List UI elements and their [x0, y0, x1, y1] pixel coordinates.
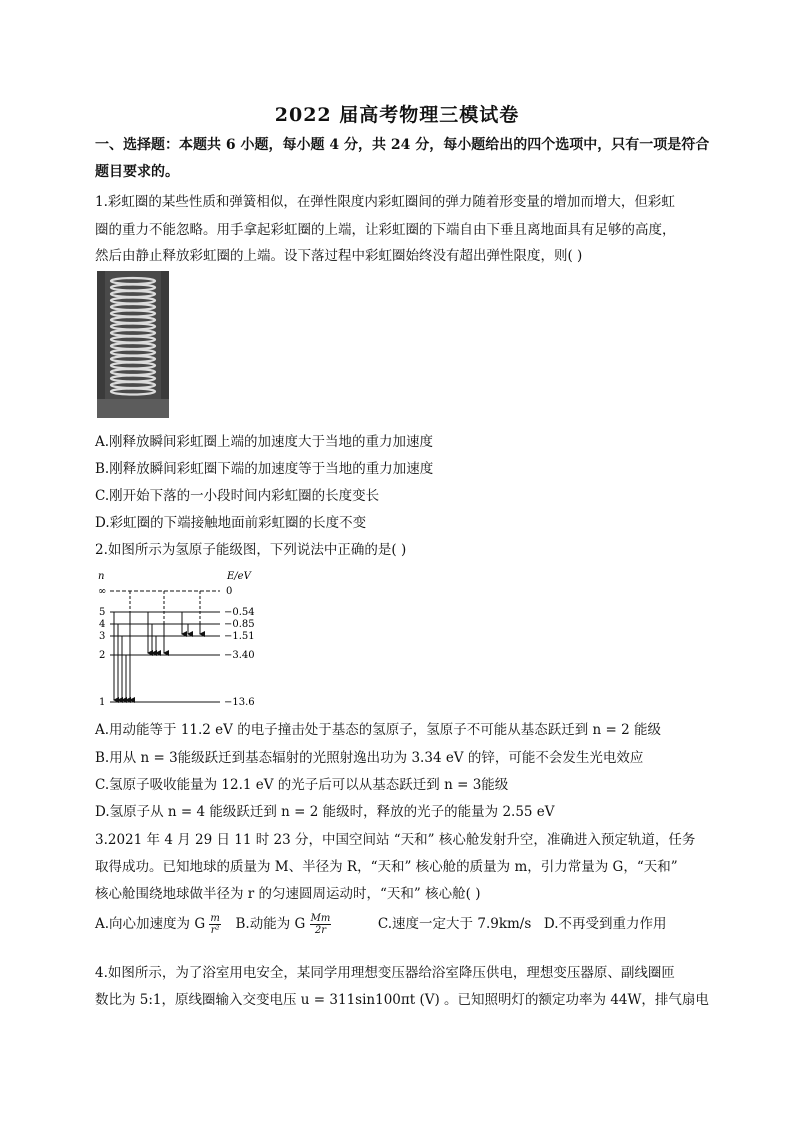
level-n-5: 5	[99, 607, 106, 618]
level-n-inf: ∞	[98, 586, 107, 597]
exam-title: 2022 届高考物理三模试卷	[274, 104, 520, 126]
rainbow-spring-photo	[97, 271, 169, 418]
level-n-2: 2	[99, 650, 106, 661]
q3-option-d: D.不再受到重力作用	[543, 916, 667, 932]
q3-option-c: C.速度一定大于 7.9km/s	[377, 916, 532, 932]
level-n-4: 4	[99, 619, 106, 630]
q3-option-b-fraction	[310, 913, 332, 936]
q3-stem-line2: 取得成功。已知地球的质量为 M、半径为 R，“天和” 核心舱的质量为 m，引力常量为 G，“天和”	[95, 859, 678, 875]
q4-stem-line2: 数比为 5:1，原线圈输入交变电压 u = 311sin100πt (V) 。已知照明灯的额定功率为 44W，排气扇电	[95, 992, 709, 1008]
q1-stem-line3: 然后由静止释放彩虹圈的上端。设下落过程中彩虹圈始终没有超出弹性限度，则( )	[95, 248, 583, 264]
q3-option-a	[95, 913, 225, 936]
q2-option-c: C.氢原子吸收能量为 12.1 eV 的光子后可以从基态跃迁到 n = 3能级	[95, 777, 509, 793]
q3-option-b	[235, 913, 336, 936]
q2-option-a: A.用动能等于 11.2 eV 的电子撞击处于基态的氢原子，氢原子不可能从基态跃迁到 n = 2 能级	[95, 722, 661, 738]
q2-stem: 2.如图所示为氢原子能级图，下列说法中正确的是( )	[95, 542, 407, 558]
q3-stem-line1: 3.2021 年 4 月 29 日 11 时 23 分，中国空间站 “天和” 核心舱发射升空，准确进入预定轨道，任务	[95, 832, 696, 848]
level-n-1: 1	[99, 697, 106, 708]
q3-stem-line3: 核心舱围绕地球做半径为 r 的匀速圆周运动时，“天和” 核心舱( )	[95, 886, 481, 902]
q2-option-b: B.用从 n = 3能级跃迁到基态辐射的光照射逸出功为 3.34 eV 的锌，可能不会发生光电效应	[95, 750, 644, 766]
n-axis-label: n	[98, 571, 105, 582]
level-n-3: 3	[99, 631, 106, 642]
q2-option-d: D.氢原子从 n = 4 能级跃迁到 n = 2 能级时，释放的光子的能量为 2.55 eV	[95, 804, 555, 820]
q4-stem-line1: 4.如图所示，为了浴室用电安全，某同学用理想变压器给浴室降压供电，理想变压器原、副线圈匝	[95, 965, 675, 981]
q3-option-b-denominator: 2r	[314, 925, 327, 936]
q3-option-a-denominator: r²	[210, 925, 220, 936]
q3-option-a-fraction	[209, 913, 220, 936]
q3-option-b-prefix: B.动能为 G	[235, 916, 306, 932]
section-heading-line1: 一、选择题：本题共 6 小题，每小题 4 分，共 24 分，每小题给出的四个选项中，只有一项是符合	[95, 137, 710, 153]
q1-stem-line2: 圈的重力不能忽略。用手拿起彩虹圈的上端，让彩虹圈的下端自由下垂且离地面具有足够的高度，	[95, 222, 676, 238]
q3-option-a-numerator: m	[210, 913, 220, 924]
q1-option-c: C.刚开始下落的一小段时间内彩虹圈的长度变长	[95, 488, 380, 504]
q3-options-row	[95, 912, 667, 936]
level-e-1: −13.6	[224, 697, 255, 708]
q1-stem-line1: 1.彩虹圈的某些性质和弹簧相似，在弹性限度内彩虹圈间的弹力随着形变量的增加而增大，但彩虹	[95, 194, 675, 210]
level-e-2: −3.40	[224, 650, 255, 661]
level-e-5: −0.54	[224, 607, 255, 618]
energy-axis-label: E/eV	[227, 571, 251, 582]
level-e-3: −1.51	[224, 631, 255, 642]
level-e-inf: 0	[226, 586, 233, 597]
hydrogen-energy-level-diagram	[92, 567, 267, 709]
q1-option-b: B.刚释放瞬间彩虹圈下端的加速度等于当地的重力加速度	[95, 461, 434, 477]
q3-option-a-prefix: A.向心加速度为 G	[95, 916, 206, 932]
q1-option-d: D.彩虹圈的下端接触地面前彩虹圈的长度不变	[95, 515, 367, 531]
section-heading-line2: 题目要求的。	[95, 164, 179, 180]
q3-option-b-numerator: Mm	[310, 913, 331, 924]
spring-illustration	[97, 271, 169, 418]
level-e-4: −0.85	[224, 619, 255, 630]
q1-option-a: A.刚释放瞬间彩虹圈上端的加速度大于当地的重力加速度	[95, 434, 434, 450]
